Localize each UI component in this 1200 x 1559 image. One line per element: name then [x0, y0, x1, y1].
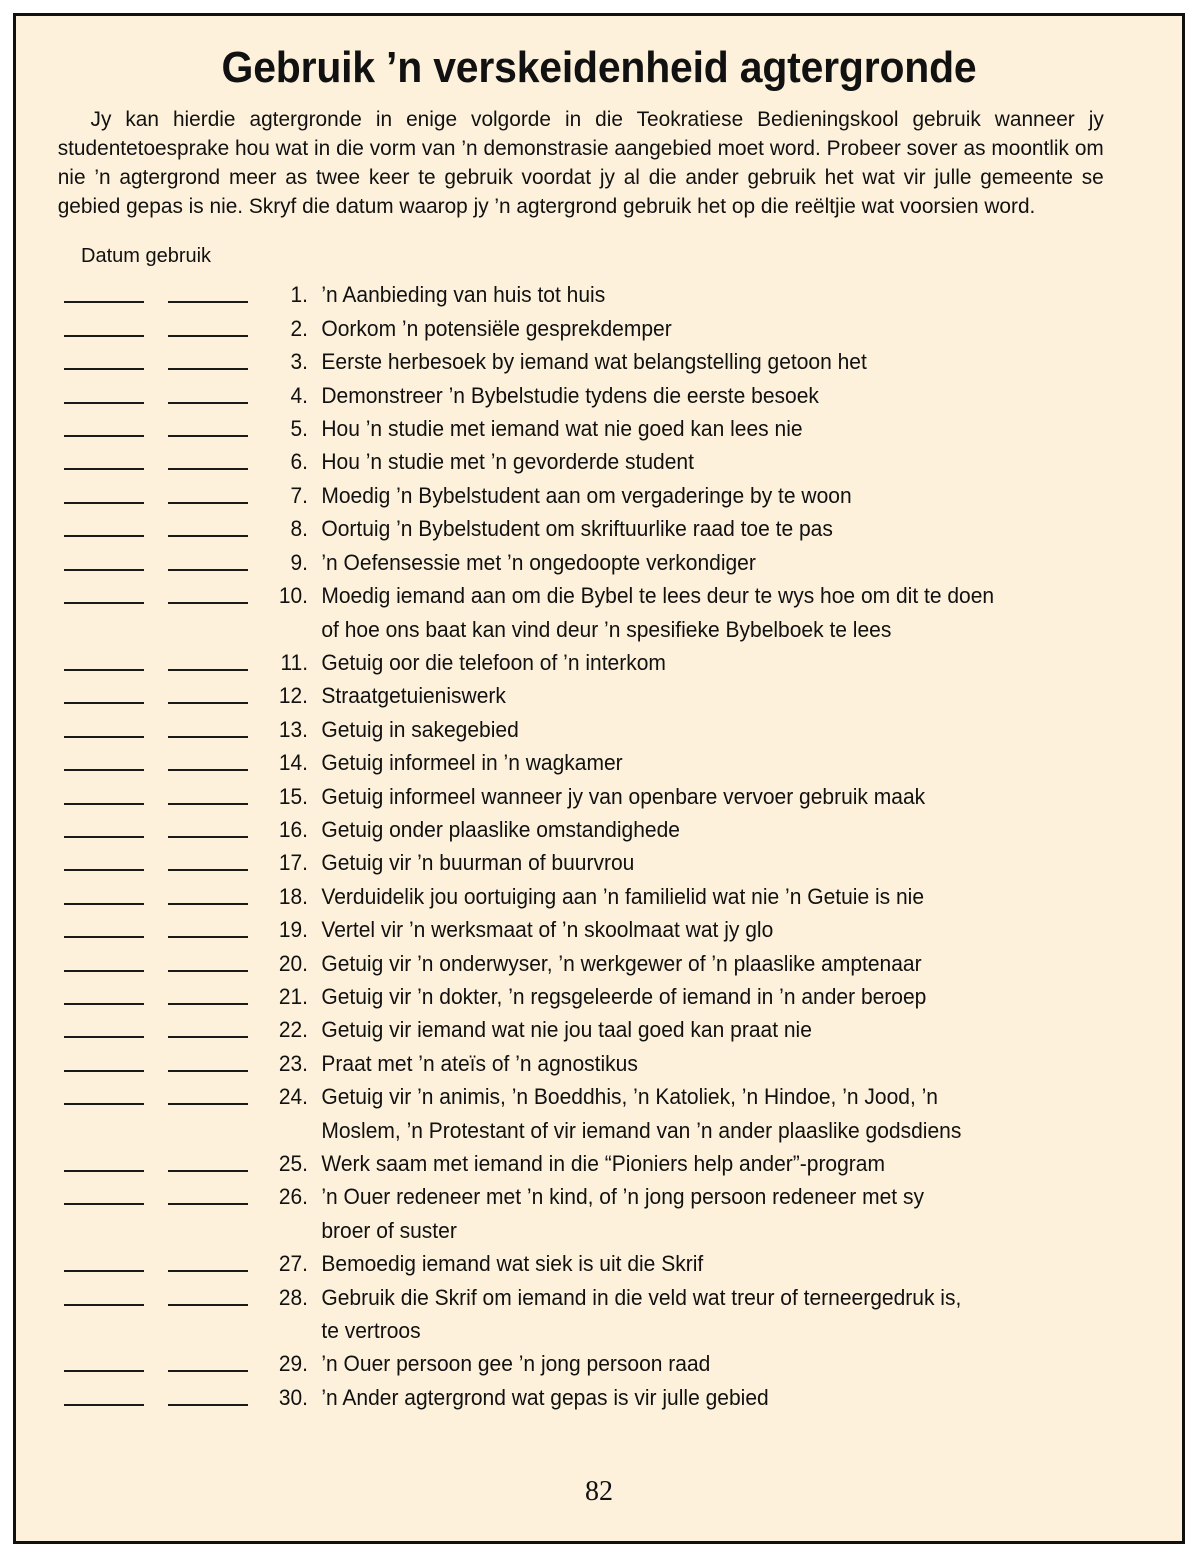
list-item-text [308, 947, 1110, 980]
date-blank-line-first[interactable] [64, 569, 144, 571]
list-item-number: 10. [278, 583, 308, 609]
date-blank-line-second[interactable] [168, 502, 248, 504]
date-blank-line-first[interactable] [64, 1404, 144, 1406]
date-blank-line-first[interactable] [64, 468, 144, 470]
date-blank-line-first[interactable] [64, 502, 144, 504]
list-item-text [308, 846, 1110, 879]
date-blank-line-first[interactable] [64, 368, 144, 370]
list-item-number: 23. [278, 1050, 308, 1076]
list-item-text-line: Getuig vir iemand wat nie jou taal goed kan praat nie [321, 1017, 812, 1043]
list-item [50, 1180, 1148, 1247]
list-item-number: 16. [278, 816, 308, 842]
date-blank-line-first[interactable] [64, 903, 144, 905]
list-item-number: 17. [278, 850, 308, 876]
date-blank-line-first[interactable] [64, 1203, 144, 1205]
list-item-text [308, 880, 1110, 913]
date-fields [50, 1047, 262, 1072]
list-item-text [308, 1047, 1110, 1080]
date-blank-line-second[interactable] [168, 1170, 248, 1172]
list-item [50, 746, 1148, 779]
list-item-text-line: Getuig vir ’n animis, ’n Boeddhis, ’n Katoliek, ’n Hindoe, ’n Jood, ’n [321, 1084, 939, 1110]
date-blank-line-first[interactable] [64, 936, 144, 938]
date-fields [50, 345, 262, 370]
list-item-text-line: ’n Oefensessie met ’n ongedoopte verkondiger [321, 549, 756, 575]
list-item [50, 780, 1148, 813]
list-item [50, 846, 1148, 879]
date-fields [50, 312, 262, 337]
list-item-text-line: Werk saam met iemand in die “Pioniers help ander”-program [321, 1151, 885, 1176]
list-item-text-continuation: Moslem, ’n Protestant of vir iemand van ’n ander plaaslike godsdiens [321, 1117, 962, 1143]
date-blank-line-first[interactable] [64, 535, 144, 537]
list-item-text [308, 1147, 1110, 1180]
date-blank-line-first[interactable] [64, 803, 144, 805]
list-item [50, 980, 1148, 1013]
list-item-text-line: ’n Aanbieding van huis tot huis [321, 282, 606, 308]
date-fields [50, 646, 262, 671]
date-blank-line-first[interactable] [64, 335, 144, 337]
list-item-text [308, 1180, 1110, 1247]
date-fields [50, 546, 262, 571]
intro-paragraph: Jy kan hierdie agtergronde in enige volgorde in die Teokratiese Bedieningskool gebruik wanneer jy studentetoesprake hou wat in die vorm van ’n demonstrasie aangebied moet word. Probeer sover as moontlik om nie ’n agtergrond meer as twee keer te gebruik voordat jy al die ander gebruik het wat vir julle gemeente se gebied gepas is nie. Skryf die datum waarop jy ’n agtergrond gebruik het op die reëltjie wat voorsien word. [57, 105, 1104, 219]
document-page [13, 13, 1185, 1544]
list-item [50, 345, 1148, 378]
date-fields [50, 947, 262, 972]
list-item-text [308, 913, 1110, 946]
list-item-number: 12. [278, 683, 308, 709]
list-item-number: 18. [278, 883, 308, 909]
date-fields [50, 379, 262, 404]
list-item-text [308, 780, 1110, 813]
list-item-text-line: Demonstreer ’n Bybelstudie tydens die eerste besoek [321, 382, 819, 408]
date-fields [50, 713, 262, 738]
list-item [50, 1147, 1148, 1180]
date-blank-line-second[interactable] [168, 368, 248, 370]
list-item [50, 412, 1148, 445]
list-item-text-line: Oorkom ’n potensiële gesprekdemper [321, 315, 672, 341]
date-blank-line-second[interactable] [168, 1003, 248, 1005]
date-blank-line-second[interactable] [168, 869, 248, 871]
date-fields [50, 479, 262, 504]
list-item [50, 913, 1148, 946]
list-item [50, 947, 1148, 980]
date-blank-line-second[interactable] [168, 1036, 248, 1038]
list-item [50, 1347, 1148, 1380]
list-item [50, 880, 1148, 913]
list-item-text [308, 713, 1110, 746]
list-item [50, 546, 1148, 579]
list-item-text-continuation: of hoe ons baat kan vind deur ’n spesifieke Bybelboek te lees [321, 616, 892, 642]
date-blank-line-first[interactable] [64, 1070, 144, 1072]
date-blank-line-second[interactable] [168, 702, 248, 704]
list-item-text [308, 546, 1110, 579]
date-blank-line-first[interactable] [64, 702, 144, 704]
list-item-number: 22. [278, 1017, 308, 1043]
page-title: Gebruik ’n verskeidenheid agtergronde [221, 43, 977, 92]
list-item-number: 15. [278, 783, 308, 809]
list-item-number: 5. [290, 416, 308, 442]
date-blank-line-second[interactable] [168, 1304, 248, 1306]
list-item-text-line: Getuig vir ’n dokter, ’n regsgeleerde of iemand in ’n ander beroep [321, 983, 927, 1009]
list-item [50, 1247, 1148, 1280]
list-item-number: 28. [278, 1284, 308, 1310]
list-item-text [308, 1080, 1110, 1147]
list-item-number: 21. [278, 983, 308, 1009]
date-blank-line-first[interactable] [64, 301, 144, 303]
date-fields [50, 1381, 262, 1406]
list-item-number: 29. [278, 1351, 308, 1377]
date-fields [50, 278, 262, 303]
date-blank-line-first[interactable] [64, 1170, 144, 1172]
list-item [50, 445, 1148, 478]
list-item-number: 7. [290, 482, 308, 508]
list-item-text [308, 980, 1110, 1013]
date-blank-line-first[interactable] [64, 602, 144, 604]
list-item [50, 713, 1148, 746]
date-blank-line-second[interactable] [168, 535, 248, 537]
date-blank-line-second[interactable] [168, 769, 248, 771]
list-item [50, 1013, 1148, 1046]
list-item-number: 3. [290, 349, 308, 375]
list-item-number: 30. [278, 1384, 308, 1410]
list-item-text [308, 479, 1110, 512]
list-item-text-continuation: broer of suster [321, 1217, 457, 1243]
list-item-number: 19. [278, 917, 308, 943]
list-item-number: 27. [278, 1251, 308, 1277]
list-item [50, 579, 1148, 646]
date-blank-line-first[interactable] [64, 869, 144, 871]
date-blank-line-second[interactable] [168, 970, 248, 972]
list-item-text-line: Getuig vir ’n onderwyser, ’n werkgewer of ’n plaaslike amptenaar [321, 950, 922, 976]
list-item-text [308, 1013, 1110, 1046]
list-item-text [308, 278, 1110, 311]
date-blank-line-second[interactable] [168, 836, 248, 838]
date-blank-line-second[interactable] [168, 669, 248, 671]
list-item-text-line: Getuig in sakegebied [321, 716, 519, 742]
list-item-text [308, 379, 1110, 412]
list-item-text-line: Moedig iemand aan om die Bybel te lees deur te wys hoe om dit te doen [321, 583, 995, 609]
date-blank-line-first[interactable] [64, 1270, 144, 1272]
list-item-number: 24. [278, 1084, 308, 1110]
date-fields [50, 780, 262, 805]
date-fields [50, 579, 262, 604]
date-blank-line-second[interactable] [168, 602, 248, 604]
date-blank-line-second[interactable] [168, 301, 248, 303]
date-fields [50, 1281, 262, 1306]
date-fields [50, 846, 262, 871]
list-item-text [308, 412, 1110, 445]
list-item-text-line: ’n Ouer redeneer met ’n kind, of ’n jong persoon redeneer met sy [321, 1184, 925, 1210]
list-item-text [308, 1247, 1110, 1280]
list-item-number: 6. [290, 449, 308, 475]
list-item-text-line: Getuig vir ’n buurman of buurvrou [321, 850, 635, 876]
date-fields [50, 1247, 262, 1272]
list-item-text-line: Getuig oor die telefoon of ’n interkom [321, 649, 666, 675]
date-fields [50, 813, 262, 838]
list-item-text [308, 746, 1110, 779]
list-item-number: 25. [278, 1151, 308, 1176]
list-item-text-line: Oortuig ’n Bybelstudent om skriftuurlike raad toe te pas [321, 516, 833, 542]
date-fields [50, 1180, 262, 1205]
date-blank-line-first[interactable] [64, 1036, 144, 1038]
list-item-text-line: Moedig ’n Bybelstudent aan om vergaderinge by te woon [321, 482, 852, 508]
list-item-text [308, 679, 1110, 712]
date-blank-line-second[interactable] [168, 1203, 248, 1205]
date-blank-line-first[interactable] [64, 669, 144, 671]
list-item-text-line: Straatgetuieniswerk [321, 683, 506, 709]
page-number: 82 [585, 1476, 613, 1507]
list-item-text-line: ’n Ouer persoon gee ’n jong persoon raad [321, 1351, 711, 1377]
date-blank-line-first[interactable] [64, 1103, 144, 1105]
date-fields [50, 512, 262, 537]
date-blank-line-second[interactable] [168, 402, 248, 404]
list-item-text [308, 512, 1110, 545]
list-item-text-line: Gebruik die Skrif om iemand in die veld wat treur of terneergedruk is, [321, 1284, 962, 1310]
date-blank-line-first[interactable] [64, 1304, 144, 1306]
date-blank-line-second[interactable] [168, 1370, 248, 1372]
date-blank-line-second[interactable] [168, 468, 248, 470]
date-blank-line-second[interactable] [168, 803, 248, 805]
list-item-number: 14. [278, 750, 308, 776]
list-item-text-line: Eerste herbesoek by iemand wat belangstelling getoon het [321, 349, 867, 375]
list-item-text [308, 1281, 1110, 1348]
date-fields [50, 1147, 262, 1172]
list-item [50, 1381, 1148, 1414]
date-fields [50, 1080, 262, 1105]
list-item-text-line: Getuig informeel in ’n wagkamer [321, 750, 623, 776]
date-blank-line-second[interactable] [168, 1070, 248, 1072]
list-item-text-line: Bemoedig iemand wat siek is uit die Skrif [321, 1251, 704, 1277]
date-blank-line-first[interactable] [64, 836, 144, 838]
list-item [50, 479, 1148, 512]
list-item-number: 2. [290, 315, 308, 341]
list-item-text [308, 1347, 1110, 1380]
list-item [50, 312, 1148, 345]
date-fields [50, 880, 262, 905]
date-blank-line-second[interactable] [168, 1404, 248, 1406]
date-fields [50, 1347, 262, 1372]
date-blank-line-first[interactable] [64, 402, 144, 404]
list-item-number: 20. [278, 950, 308, 976]
list-item [50, 813, 1148, 846]
page-content-area [16, 16, 1182, 1541]
list-item-text-line: Getuig informeel wanneer jy van openbare vervoer gebruik maak [321, 783, 926, 809]
date-fields [50, 746, 262, 771]
list-item-text-line: ’n Ander agtergrond wat gepas is vir julle gebied [321, 1384, 769, 1410]
list-item [50, 1047, 1148, 1080]
list-item-text-line: Verduidelik jou oortuiging aan ’n familielid wat nie ’n Getuie is nie [321, 883, 925, 909]
date-fields [50, 980, 262, 1005]
list-item [50, 1281, 1148, 1348]
list-item-text-line: Hou ’n studie met ’n gevorderde student [321, 449, 694, 475]
list-item-number: 11. [280, 649, 308, 675]
date-blank-line-second[interactable] [168, 736, 248, 738]
list-item-text-line: Praat met ’n ateïs of ’n agnostikus [321, 1050, 638, 1076]
list-item-number: 13. [278, 716, 308, 742]
list-item [50, 679, 1148, 712]
list-item-number: 4. [290, 382, 308, 408]
date-blank-line-second[interactable] [168, 335, 248, 337]
list-item-number: 9. [290, 549, 308, 575]
date-blank-line-first[interactable] [64, 970, 144, 972]
list-item-text [308, 345, 1110, 378]
list-item-text [308, 1381, 1110, 1414]
list-item-text [308, 579, 1110, 646]
date-fields [50, 412, 262, 437]
date-fields [50, 1013, 262, 1038]
date-blank-line-second[interactable] [168, 903, 248, 905]
date-blank-line-first[interactable] [64, 1370, 144, 1372]
date-blank-line-first[interactable] [64, 435, 144, 437]
date-fields [50, 445, 262, 470]
date-blank-line-second[interactable] [168, 435, 248, 437]
list-item-text [308, 445, 1110, 478]
list-item-text [308, 646, 1110, 679]
list-item-number: 1. [290, 282, 308, 308]
list-item-number: 8. [290, 516, 308, 542]
date-fields [50, 679, 262, 704]
date-blank-line-second[interactable] [168, 1270, 248, 1272]
date-blank-line-first[interactable] [64, 736, 144, 738]
date-fields [50, 913, 262, 938]
list-item-text-line: Vertel vir ’n werksmaat of ’n skoolmaat wat jy glo [321, 917, 774, 943]
list-item-text-line: Getuig onder plaaslike omstandighede [321, 816, 680, 842]
list-item [50, 278, 1148, 311]
date-column-header: Datum gebruik [81, 245, 212, 268]
date-blank-line-second[interactable] [168, 1103, 248, 1105]
list-item-text-continuation: te vertroos [321, 1318, 421, 1344]
list-item-number: 26. [278, 1184, 308, 1210]
list-item-text [308, 312, 1110, 345]
date-blank-line-second[interactable] [168, 936, 248, 938]
list-item-text-line: Hou ’n studie met iemand wat nie goed kan lees nie [321, 416, 803, 442]
list-item [50, 1080, 1148, 1147]
list-item [50, 379, 1148, 412]
list-item-text [308, 813, 1110, 846]
list-item [50, 512, 1148, 545]
date-blank-line-first[interactable] [64, 769, 144, 771]
list-item [50, 646, 1148, 679]
background-item-list [50, 278, 1148, 1414]
date-blank-line-first[interactable] [64, 1003, 144, 1005]
date-blank-line-second[interactable] [168, 569, 248, 571]
